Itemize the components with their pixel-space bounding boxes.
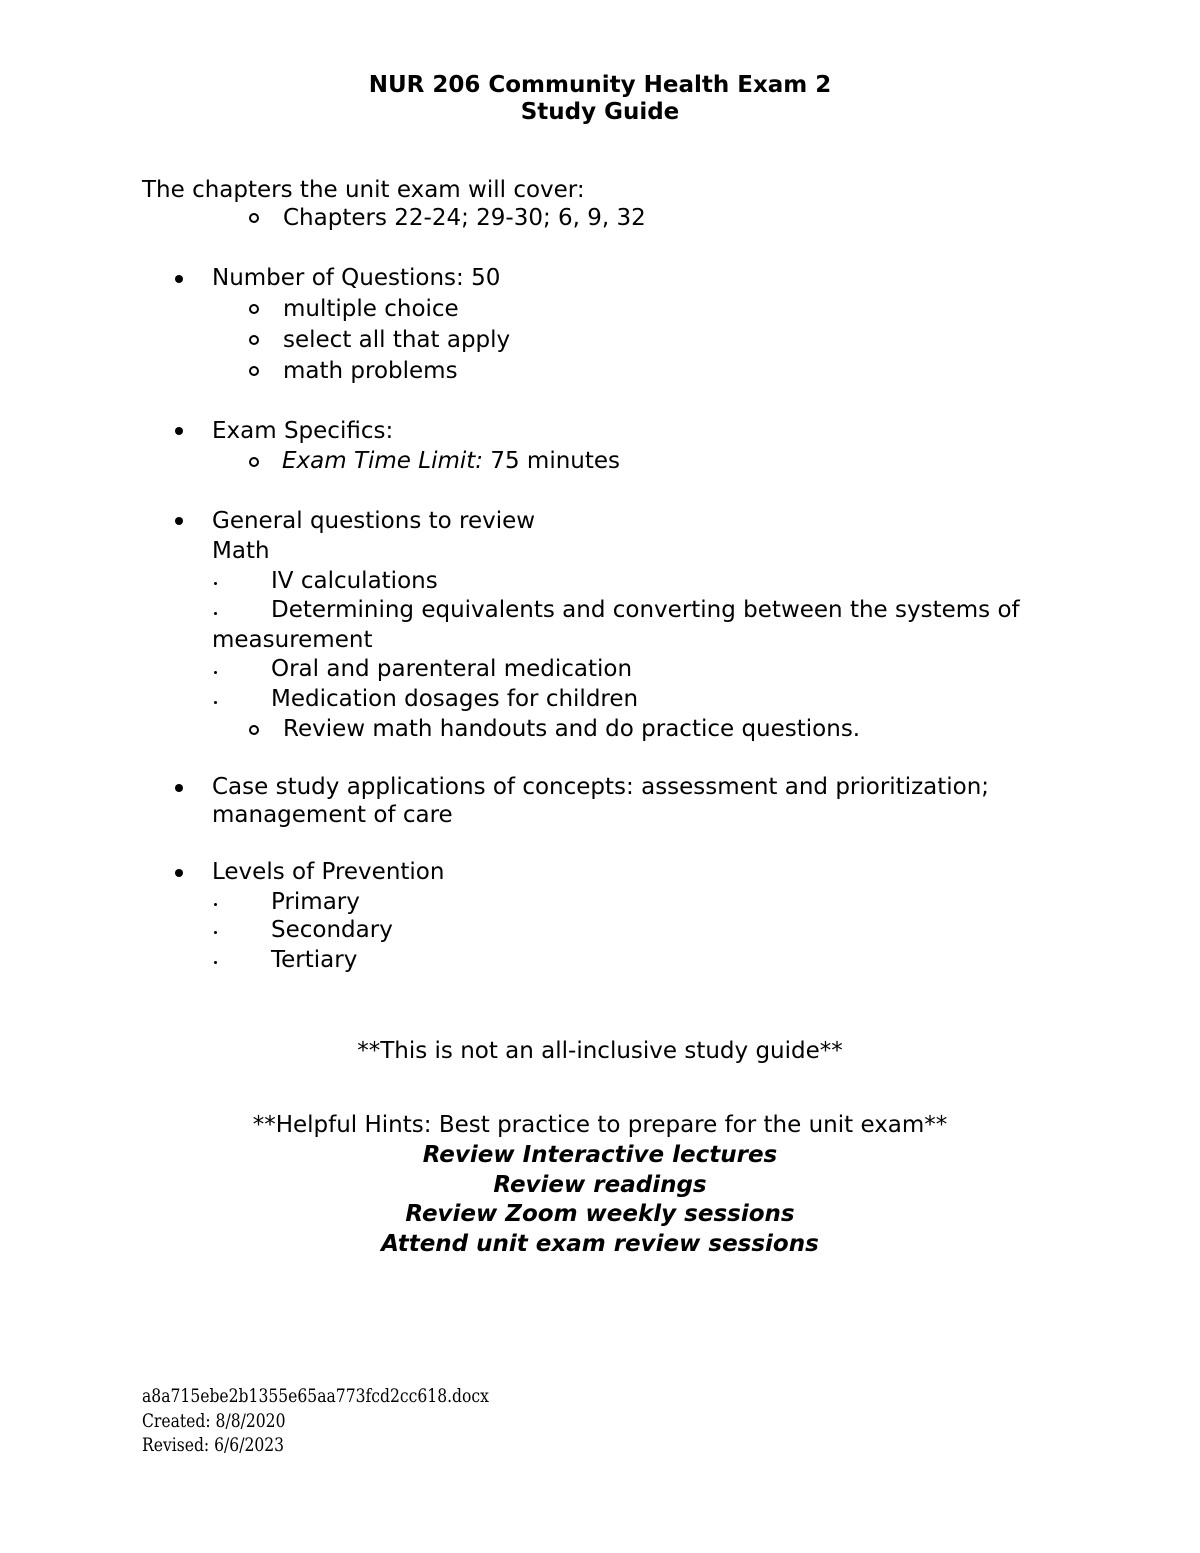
specifics-label: Exam Specifics:	[212, 418, 394, 444]
math-item: Oral and parenteral medication	[271, 656, 633, 682]
footer-created: Created: 8/8/2020	[142, 1410, 286, 1432]
time-limit-label: Exam Time Limit:	[282, 448, 484, 474]
intro-text: The chapters the unit exam will cover:	[142, 177, 585, 203]
bullet-icon	[175, 275, 183, 283]
question-type-item: math problems	[283, 358, 458, 384]
circle-bullet-icon	[249, 457, 259, 467]
dot-bullet-icon	[214, 671, 217, 674]
page-title: NUR 206 Community Health Exam 2	[368, 72, 832, 98]
dot-bullet-icon	[214, 701, 217, 704]
circle-bullet-icon	[249, 335, 259, 345]
math-item-continuation: measurement	[212, 627, 373, 653]
bullet-icon	[175, 427, 183, 435]
question-type-item: select all that apply	[283, 327, 511, 353]
circle-bullet-icon	[249, 304, 259, 314]
dot-bullet-icon	[214, 612, 217, 615]
dot-bullet-icon	[214, 903, 217, 906]
math-item: Medication dosages for children	[271, 686, 639, 712]
dot-bullet-icon	[214, 582, 217, 585]
questions-label: Number of Questions: 50	[212, 265, 501, 291]
bullet-icon	[175, 517, 183, 525]
bullet-icon	[175, 784, 183, 792]
math-note: Review math handouts and do practice questions.	[283, 716, 861, 742]
prevention-level: Primary	[271, 889, 360, 915]
prevention-label: Levels of Prevention	[212, 859, 445, 885]
disclaimer: **This is not an all-inclusive study guide**	[357, 1038, 843, 1064]
math-item: IV calculations	[271, 568, 438, 594]
general-label: General questions to review	[212, 508, 536, 534]
hints-heading: **Helpful Hints: Best practice to prepare for the unit exam**	[252, 1112, 948, 1138]
hint-item: Review Zoom weekly sessions	[405, 1201, 795, 1227]
time-limit-value: 75 minutes	[483, 448, 621, 474]
dot-bullet-icon	[214, 961, 217, 964]
case-study-line: Case study applications of concepts: assessment and prioritization;	[212, 774, 990, 800]
footer-filename: a8a715ebe2b1355e65aa773fcd2cc618.docx	[142, 1385, 489, 1407]
dot-bullet-icon	[214, 931, 217, 934]
question-type-item: multiple choice	[283, 296, 459, 322]
hint-item: Review readings	[493, 1172, 707, 1198]
circle-bullet-icon	[249, 213, 259, 223]
circle-bullet-icon	[249, 725, 259, 735]
hint-item: Review Interactive lectures	[422, 1142, 778, 1168]
hint-item: Attend unit exam review sessions	[381, 1231, 819, 1257]
prevention-level: Tertiary	[271, 947, 358, 973]
prevention-level: Secondary	[271, 917, 393, 943]
bullet-icon	[175, 869, 183, 877]
circle-bullet-icon	[249, 366, 259, 376]
case-study-line: management of care	[212, 802, 453, 828]
chapters-text: Chapters 22-24; 29-30; 6, 9, 32	[283, 205, 646, 231]
math-label: Math	[212, 538, 270, 564]
time-limit	[282, 448, 620, 474]
page-subtitle: Study Guide	[520, 99, 680, 125]
math-item: Determining equivalents and converting between the systems of	[271, 597, 1020, 623]
footer-revised: Revised: 6/6/2023	[142, 1434, 285, 1456]
